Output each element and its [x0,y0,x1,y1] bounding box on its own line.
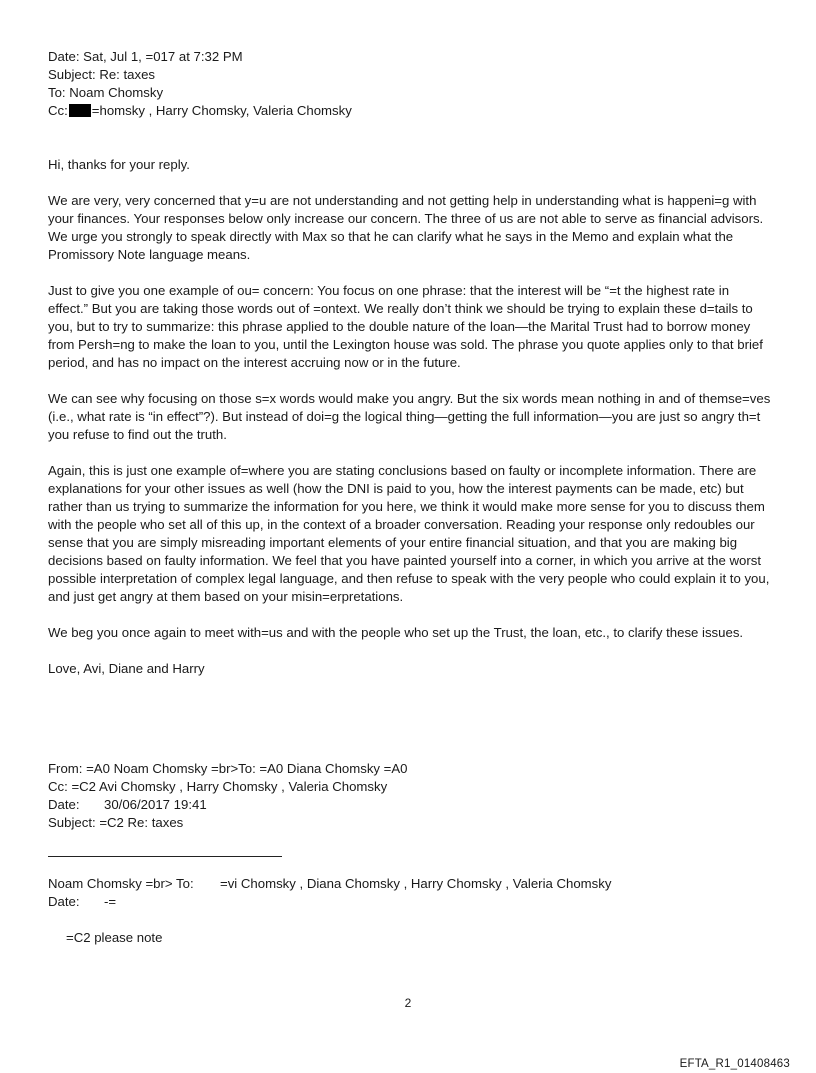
quoted-cc: Cc: =C2 Avi Chomsky , Harry Chomsky , Valeria Chomsky [48,779,388,794]
forward-date-label: Date: [48,894,80,909]
header-to: To: Noam Chomsky [48,85,164,100]
quoted-header [48,760,772,832]
separator-line [48,856,282,857]
forward-from-part: Noam Chomsky =br> To: [48,876,194,891]
header-date: Date: Sat, Jul 1, =017 at 7:32 PM [48,49,243,64]
quoted-from: From: =A0 Noam Chomsky =br>To: =A0 Diana Chomsky =A0 [48,761,408,776]
header-subject: Subject: Re: taxes [48,67,156,82]
forward-date [48,893,772,911]
forward-recipients: =vi Chomsky , Diana Chomsky , Harry Chomsky , Valeria Chomsky [220,876,612,891]
forward-date-value: -= [104,894,117,909]
cc-label: Cc: [48,103,68,118]
cc-recipients: =homsky , Harry Chomsky, Valeria Chomsky [91,103,352,118]
redaction-box [69,104,91,117]
header-cc [48,102,772,120]
document-id: EFTA_R1_01408463 [679,1058,790,1070]
quoted-date-label: Date: [48,797,80,812]
greeting: Hi, thanks for your reply. [48,157,190,172]
body-paragraph: Again, this is just one example of=where you are stating conclusions based on faulty or incomplete information. There are explanations for your other issues as well (how the DNI is paid to you, how the interest payments can be made, etc) but rather than us trying to summarize the information for you here, we think it would make more sense for you to discuss them with the people who set all of this up, in the context of a broader conversation. Reading your response only redoubles our sense that you are simply misreading important elements of your entire financial situation, and that you are making big decisions based on faulty information. We feel that you have painted yourself into a corner, in which you arrive at the worst possible interpretation of complex legal language, and then refuse to speak with the very people who could explain it to you, and just get angry at them based on your misin=erpretations. [48,463,770,604]
forward-header [48,875,772,911]
email-document [48,48,772,947]
body-paragraph: Just to give you one example of ou= concern: You focus on one phrase: that the interest will be “=t the highest rate in effect.” But you are taking those words out of =ontext. We really don’t think we should be trying to explain these d=tails to you, but to try to summarize: this phrase applied to the double nature of the loan—the Marital Trust had to borrow money from Persh=ng to make the loan to you, until the Lexington house was sold. The phrase you quote applies only to that brief period, and has no impact on the interest accruing now or in the future. [48,283,763,370]
signoff: Love, Avi, Diane and Harry [48,661,205,676]
quoted-subject: Subject: =C2 Re: taxes [48,815,184,830]
body-paragraph: We are very, very concerned that y=u are not understanding and not getting help in understanding what is happeni=g with your finances. Your responses below only increase our concern. The three of us are not able to serve as financial advisors. We urge you strongly to speak directly with Max so that he can clarify what he says in the Memo and explain what the Promissory Note language means. [48,193,764,262]
forward-from [48,875,772,893]
body-paragraph: We can see why focusing on those s=x words would make you angry. But the six words mean nothing in and of themse=ves (i.e., what rate is “in effect”?). But instead of doi=g the logical thing—getting the full information—you are just so angry th=t you refuse to find out the truth. [48,391,771,442]
forward-note: =C2 please note [66,930,163,945]
quoted-date [48,796,772,814]
body-paragraph: We beg you once again to meet with=us and with the people who set up the Trust, the loan, etc., to clarify these issues. [48,625,744,640]
quoted-date-value: 30/06/2017 19:41 [104,797,207,812]
email-header [48,48,772,120]
page-number: 2 [404,996,412,1010]
